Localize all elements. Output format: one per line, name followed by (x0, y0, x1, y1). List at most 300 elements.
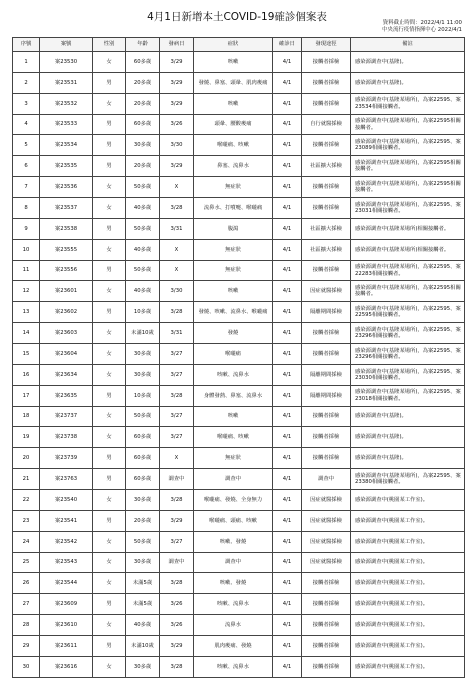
cell-case-id: 案23542 (40, 531, 93, 552)
page-title: 4月1日新增本土COVID-19確診個案表 (147, 11, 327, 23)
cell-gender: 女 (93, 531, 126, 552)
table-row (13, 573, 465, 594)
cell-index: 6 (13, 156, 40, 177)
cell-index: 11 (13, 260, 40, 281)
cell-age: 60多歲 (126, 114, 160, 135)
cell-confirm-date: 4/1 (273, 656, 302, 677)
cell-onset-date: 3/26 (160, 114, 194, 135)
cell-onset-date: 調查中 (160, 469, 194, 490)
cell-onset-date: X (160, 239, 194, 260)
cell-age: 50多歲 (126, 406, 160, 427)
cell-symptoms: 喉嚨痛、頭痛、咳嗽 (194, 510, 273, 531)
table-body (13, 52, 465, 678)
cell-confirm-date: 4/1 (273, 177, 302, 198)
cell-symptoms: 腹瀉 (194, 218, 273, 239)
cell-symptoms: 肌肉痠痛、發燒 (194, 636, 273, 657)
header-index: 序號 (13, 38, 40, 52)
cell-onset-date: 3/26 (160, 615, 194, 636)
table-row (13, 93, 465, 114)
cell-symptoms: 發燒 (194, 323, 273, 344)
cell-detection-route: 接觸者採檢 (302, 135, 351, 156)
cell-onset-date: 3/28 (160, 656, 194, 677)
cell-index: 7 (13, 177, 40, 198)
cell-age: 未滿5歲 (126, 573, 160, 594)
cell-detection-route: 社區擴大採檢 (302, 218, 351, 239)
cell-index: 28 (13, 615, 40, 636)
table-row (13, 114, 465, 135)
cell-confirm-date: 4/1 (273, 615, 302, 636)
cell-symptoms: 頭暈、腰酸痠痛 (194, 114, 273, 135)
cell-remarks: 感染源調查中(基隆某場所)，為案22595、案23031相關接觸者。 (351, 198, 465, 219)
cell-gender: 女 (93, 93, 126, 114)
cell-case-id: 案23610 (40, 615, 93, 636)
cell-confirm-date: 4/1 (273, 573, 302, 594)
header-age: 年齡 (126, 38, 160, 52)
cell-gender: 女 (93, 323, 126, 344)
cell-remarks: 感染源調查中(基隆某場所)，為案22595、案23380相關接觸者。 (351, 469, 465, 490)
cell-age: 50多歲 (126, 260, 160, 281)
table-row (13, 364, 465, 385)
cell-remarks: 感染源調查中(桃園某工作室)。 (351, 656, 465, 677)
cell-onset-date: 3/27 (160, 427, 194, 448)
table-row (13, 156, 465, 177)
cell-age: 60多歲 (126, 469, 160, 490)
cell-onset-date: 3/30 (160, 135, 194, 156)
cell-remarks: 感染源調查中(桃園某工作室)。 (351, 490, 465, 511)
cell-gender: 女 (93, 615, 126, 636)
cell-symptoms: 喉嚨痛 (194, 344, 273, 365)
cell-detection-route: 因症就醫採檢 (302, 281, 351, 302)
header-detection-route: 發現途徑 (302, 38, 351, 52)
cell-index: 29 (13, 636, 40, 657)
cell-index: 16 (13, 364, 40, 385)
cell-gender: 女 (93, 406, 126, 427)
cell-case-id: 案23738 (40, 427, 93, 448)
cell-confirm-date: 4/1 (273, 552, 302, 573)
cell-detection-route: 因症就醫採檢 (302, 510, 351, 531)
cell-case-id: 案23533 (40, 114, 93, 135)
cell-onset-date: 3/27 (160, 531, 194, 552)
cell-case-id: 案23536 (40, 177, 93, 198)
cell-case-id: 案23541 (40, 510, 93, 531)
cell-age: 40多歲 (126, 281, 160, 302)
cell-detection-route: 接觸者採檢 (302, 594, 351, 615)
cell-index: 13 (13, 302, 40, 323)
table-row (13, 281, 465, 302)
cell-case-id: 案23531 (40, 72, 93, 93)
cell-case-id: 案23601 (40, 281, 93, 302)
cell-gender: 男 (93, 594, 126, 615)
cell-age: 未滿10歲 (126, 323, 160, 344)
cell-index: 18 (13, 406, 40, 427)
cell-gender: 女 (93, 281, 126, 302)
cell-index: 15 (13, 344, 40, 365)
header-gender: 性別 (93, 38, 126, 52)
cell-gender: 女 (93, 239, 126, 260)
cell-gender: 男 (93, 636, 126, 657)
cell-gender: 男 (93, 448, 126, 469)
cell-index: 2 (13, 72, 40, 93)
cell-index: 20 (13, 448, 40, 469)
cell-age: 40多歲 (126, 239, 160, 260)
cell-age: 30多歲 (126, 490, 160, 511)
cell-case-id: 案23535 (40, 156, 93, 177)
table-row (13, 406, 465, 427)
cell-index: 22 (13, 490, 40, 511)
cell-symptoms: 咳嗽、流鼻水 (194, 364, 273, 385)
table-row (13, 52, 465, 73)
cell-remarks: 感染源調查中(基隆)。 (351, 427, 465, 448)
table-row (13, 385, 465, 406)
cell-onset-date: 3/28 (160, 490, 194, 511)
cell-remarks: 感染源調查中(桃園某工作室)。 (351, 615, 465, 636)
cell-confirm-date: 4/1 (273, 406, 302, 427)
cell-index: 4 (13, 114, 40, 135)
cell-age: 30多歲 (126, 656, 160, 677)
cell-detection-route: 隔離期間採檢 (302, 364, 351, 385)
cell-age: 60多歲 (126, 448, 160, 469)
cell-gender: 男 (93, 135, 126, 156)
cell-confirm-date: 4/1 (273, 239, 302, 260)
cell-case-id: 案23737 (40, 406, 93, 427)
cell-symptoms: 咳嗽、發燒 (194, 531, 273, 552)
cell-symptoms: 咳嗽 (194, 281, 273, 302)
cell-remarks: 感染源調查中(桃園某工作室)。 (351, 510, 465, 531)
table-row (13, 510, 465, 531)
cell-detection-route: 接觸者採檢 (302, 93, 351, 114)
cell-index: 10 (13, 239, 40, 260)
cell-index: 26 (13, 573, 40, 594)
cell-detection-route: 接觸者採檢 (302, 344, 351, 365)
cell-remarks: 感染源調查中(基隆某場所)，為案22595相關接觸者。 (351, 156, 465, 177)
cell-remarks: 感染源調查中(基隆某場所)，為案22595、案23030相關接觸者。 (351, 364, 465, 385)
cell-case-id: 案23534 (40, 135, 93, 156)
cell-age: 未滿5歲 (126, 594, 160, 615)
cell-symptoms: 咳嗽 (194, 406, 273, 427)
cell-index: 27 (13, 594, 40, 615)
table-row (13, 594, 465, 615)
cell-remarks: 感染源調查中(基隆)。 (351, 72, 465, 93)
cell-case-id: 案23609 (40, 594, 93, 615)
cell-case-id: 案23543 (40, 552, 93, 573)
cell-detection-route: 隔離期間採檢 (302, 302, 351, 323)
cell-case-id: 案23763 (40, 469, 93, 490)
cell-confirm-date: 4/1 (273, 490, 302, 511)
cell-gender: 男 (93, 156, 126, 177)
table-row (13, 344, 465, 365)
cell-detection-route: 接觸者採檢 (302, 406, 351, 427)
cell-symptoms: 無症狀 (194, 239, 273, 260)
cell-detection-route: 社區擴大採檢 (302, 239, 351, 260)
cell-symptoms: 無症狀 (194, 177, 273, 198)
cell-index: 19 (13, 427, 40, 448)
cell-index: 1 (13, 52, 40, 73)
cell-onset-date: 3/29 (160, 636, 194, 657)
cell-detection-route: 接觸者採檢 (302, 427, 351, 448)
cell-age: 20多歲 (126, 510, 160, 531)
cell-detection-route: 接觸者採檢 (302, 656, 351, 677)
cell-symptoms: 調查中 (194, 552, 273, 573)
cell-case-id: 案23555 (40, 239, 93, 260)
cell-age: 60多歲 (126, 52, 160, 73)
table-row (13, 531, 465, 552)
cell-detection-route: 因症就醫採檢 (302, 552, 351, 573)
cell-symptoms: 流鼻水、打噴嚏、喉嚨痛 (194, 198, 273, 219)
cell-gender: 男 (93, 218, 126, 239)
cell-index: 12 (13, 281, 40, 302)
cell-age: 50多歲 (126, 177, 160, 198)
cell-remarks: 感染源調查中(基隆)。 (351, 406, 465, 427)
cell-gender: 女 (93, 177, 126, 198)
cell-remarks: 感染源調查中(基隆某場所)，為案22595相關接觸者。 (351, 281, 465, 302)
cell-detection-route: 接觸者採檢 (302, 615, 351, 636)
cell-gender: 女 (93, 656, 126, 677)
cell-case-id: 案23556 (40, 260, 93, 281)
cell-confirm-date: 4/1 (273, 156, 302, 177)
table-row (13, 218, 465, 239)
table-row (13, 552, 465, 573)
cell-index: 8 (13, 198, 40, 219)
cell-remarks: 感染源調查中(基隆某場所)，為案22595、案23089相關接觸者。 (351, 135, 465, 156)
cell-onset-date: 3/28 (160, 385, 194, 406)
cell-confirm-date: 4/1 (273, 531, 302, 552)
table-row (13, 135, 465, 156)
cell-remarks: 感染源調查中(基隆某場所)，為案22595、案22283相關接觸者。 (351, 260, 465, 281)
cell-age: 50多歲 (126, 531, 160, 552)
cell-index: 30 (13, 656, 40, 677)
cell-confirm-date: 4/1 (273, 636, 302, 657)
cell-age: 30多歲 (126, 344, 160, 365)
cell-remarks: 感染源調查中(基隆某場所)相關接觸者。 (351, 218, 465, 239)
cell-onset-date: X (160, 177, 194, 198)
cell-index: 25 (13, 552, 40, 573)
cell-detection-route: 接觸者採檢 (302, 573, 351, 594)
issuing-agency: 中央流行疫情指揮中心 2022/4/1 (382, 27, 462, 33)
cell-onset-date: 3/31 (160, 323, 194, 344)
cell-onset-date: 3/26 (160, 594, 194, 615)
header-case-id: 案號 (40, 38, 93, 52)
cell-remarks: 感染源調查中(桃園某工作室)。 (351, 636, 465, 657)
cell-index: 17 (13, 385, 40, 406)
cell-case-id: 案23635 (40, 385, 93, 406)
cell-gender: 女 (93, 490, 126, 511)
cell-gender: 女 (93, 364, 126, 385)
cell-symptoms: 喉嚨痛、發燒、全身無力 (194, 490, 273, 511)
cell-symptoms: 發燒、鼻塞、頭暈、肌肉痠痛 (194, 72, 273, 93)
cell-case-id: 案23532 (40, 93, 93, 114)
cell-confirm-date: 4/1 (273, 323, 302, 344)
cell-confirm-date: 4/1 (273, 260, 302, 281)
cell-remarks: 感染源調查中(基隆某場所)，為案22595、案23296相關接觸者。 (351, 344, 465, 365)
cell-symptoms: 調查中 (194, 469, 273, 490)
table-row (13, 198, 465, 219)
table-row (13, 323, 465, 344)
cell-detection-route: 接觸者採檢 (302, 448, 351, 469)
cell-symptoms: 喉嚨痛、咳嗽 (194, 427, 273, 448)
cell-symptoms: 咳嗽、流鼻水 (194, 594, 273, 615)
cell-gender: 女 (93, 198, 126, 219)
cell-remarks: 感染源調查中(基隆某場所)，為案22595、案22595相關接觸者。 (351, 302, 465, 323)
cell-case-id: 案23537 (40, 198, 93, 219)
cell-remarks: 感染源調查中(桃園某工作室)。 (351, 531, 465, 552)
cell-gender: 男 (93, 260, 126, 281)
cell-confirm-date: 4/1 (273, 93, 302, 114)
cell-age: 40多歲 (126, 198, 160, 219)
cell-case-id: 案23540 (40, 490, 93, 511)
cell-symptoms: 鼻塞、流鼻水 (194, 156, 273, 177)
cell-detection-route: 接觸者採檢 (302, 198, 351, 219)
header-remarks: 備註 (351, 38, 465, 52)
cell-remarks: 感染源調查中(桃園某工作室)。 (351, 594, 465, 615)
table-row (13, 656, 465, 677)
cell-index: 14 (13, 323, 40, 344)
cell-detection-route: 社區擴大採檢 (302, 156, 351, 177)
cell-age: 60多歲 (126, 427, 160, 448)
cell-symptoms: 發燒、咳嗽、流鼻水、喉嚨痛 (194, 302, 273, 323)
cell-confirm-date: 4/1 (273, 469, 302, 490)
cell-age: 10多歲 (126, 302, 160, 323)
cell-confirm-date: 4/1 (273, 510, 302, 531)
cell-gender: 男 (93, 385, 126, 406)
cell-case-id: 案23611 (40, 636, 93, 657)
cell-age: 20多歲 (126, 156, 160, 177)
cell-onset-date: 3/29 (160, 156, 194, 177)
cell-symptoms: 身體發熱、鼻塞、流鼻水 (194, 385, 273, 406)
cell-symptoms: 咳嗽、發燒 (194, 573, 273, 594)
cell-confirm-date: 4/1 (273, 114, 302, 135)
cell-confirm-date: 4/1 (273, 344, 302, 365)
table-row (13, 615, 465, 636)
cell-case-id: 案23739 (40, 448, 93, 469)
cell-detection-route: 因症就醫採檢 (302, 531, 351, 552)
cell-index: 23 (13, 510, 40, 531)
table-row (13, 239, 465, 260)
cell-gender: 女 (93, 427, 126, 448)
table-row (13, 469, 465, 490)
cell-age: 30多歲 (126, 135, 160, 156)
cell-detection-route: 隔離期間採檢 (302, 385, 351, 406)
cell-confirm-date: 4/1 (273, 281, 302, 302)
cell-remarks: 感染源調查中(基隆)。 (351, 52, 465, 73)
cell-age: 30多歲 (126, 552, 160, 573)
cell-symptoms: 咳嗽、流鼻水 (194, 656, 273, 677)
cell-remarks: 感染源調查中(基隆某場所)，為案22595、案23534相關接觸者。 (351, 93, 465, 114)
cell-confirm-date: 4/1 (273, 594, 302, 615)
cell-detection-route: 接觸者採檢 (302, 323, 351, 344)
cell-case-id: 案23602 (40, 302, 93, 323)
cell-index: 21 (13, 469, 40, 490)
cell-confirm-date: 4/1 (273, 198, 302, 219)
table-row (13, 260, 465, 281)
cell-onset-date: X (160, 448, 194, 469)
cell-remarks: 感染源調查中(桃園某工作室)。 (351, 552, 465, 573)
cell-case-id: 案23603 (40, 323, 93, 344)
table-row (13, 302, 465, 323)
cell-index: 3 (13, 93, 40, 114)
cell-onset-date: 3/28 (160, 302, 194, 323)
cell-gender: 女 (93, 52, 126, 73)
cell-index: 5 (13, 135, 40, 156)
cell-remarks: 感染源調查中(基隆某場所)，為案22595、案23018相關接觸者。 (351, 385, 465, 406)
cell-gender: 女 (93, 573, 126, 594)
cell-onset-date: 3/30 (160, 281, 194, 302)
cell-gender: 男 (93, 302, 126, 323)
cell-age: 50多歲 (126, 218, 160, 239)
table-row (13, 490, 465, 511)
cell-remarks: 感染源調查中(基隆)。 (351, 448, 465, 469)
header-onset-date: 發病日 (160, 38, 194, 52)
cell-age: 20多歲 (126, 72, 160, 93)
cell-confirm-date: 4/1 (273, 364, 302, 385)
cell-age: 未滿10歲 (126, 636, 160, 657)
cell-onset-date: 3/29 (160, 93, 194, 114)
cell-confirm-date: 4/1 (273, 135, 302, 156)
header-confirm-date: 確診日 (273, 38, 302, 52)
cell-age: 10多歲 (126, 385, 160, 406)
cell-remarks: 感染源調查中(基隆某場所)，為案22595相關接觸者。 (351, 114, 465, 135)
cell-gender: 女 (93, 552, 126, 573)
table-row (13, 636, 465, 657)
cell-gender: 男 (93, 510, 126, 531)
cell-onset-date: 3/28 (160, 198, 194, 219)
cell-onset-date: X (160, 260, 194, 281)
table-header-row (13, 38, 465, 52)
header-symptoms: 症狀 (194, 38, 273, 52)
cell-confirm-date: 4/1 (273, 385, 302, 406)
cell-detection-route: 接觸者採檢 (302, 72, 351, 93)
cell-confirm-date: 4/1 (273, 427, 302, 448)
cell-onset-date: 3/27 (160, 406, 194, 427)
cell-confirm-date: 4/1 (273, 52, 302, 73)
cell-onset-date: 3/29 (160, 510, 194, 531)
cell-index: 9 (13, 218, 40, 239)
cell-remarks: 感染源調查中(基隆某場所)，為案22595、案23296相關接觸者。 (351, 323, 465, 344)
case-table (12, 37, 465, 678)
cell-onset-date: 3/29 (160, 72, 194, 93)
cell-symptoms: 無症狀 (194, 260, 273, 281)
cell-gender: 男 (93, 469, 126, 490)
cell-confirm-date: 4/1 (273, 448, 302, 469)
table-row (13, 177, 465, 198)
cell-case-id: 案23634 (40, 364, 93, 385)
cell-symptoms: 無症狀 (194, 448, 273, 469)
cell-detection-route: 接觸者採檢 (302, 177, 351, 198)
cell-onset-date: 3/28 (160, 573, 194, 594)
cell-onset-date: 3/29 (160, 52, 194, 73)
cell-age: 40多歲 (126, 615, 160, 636)
table-row (13, 427, 465, 448)
cell-gender: 男 (93, 72, 126, 93)
cell-case-id: 案23538 (40, 218, 93, 239)
cell-onset-date: 3/27 (160, 344, 194, 365)
cell-confirm-date: 4/1 (273, 72, 302, 93)
cell-remarks: 感染源調查中(桃園某工作室)。 (351, 573, 465, 594)
data-cutoff-time: 資料截止時間：2022/4/1 11:00 (382, 20, 462, 26)
cell-detection-route: 接觸者採檢 (302, 52, 351, 73)
cell-age: 30多歲 (126, 364, 160, 385)
cell-detection-route: 因症就醫採檢 (302, 490, 351, 511)
cell-remarks: 感染源調查中(基隆某場所)，為案22595相關接觸者。 (351, 177, 465, 198)
cell-symptoms: 喉嚨痛、咳嗽 (194, 135, 273, 156)
cell-symptoms: 咳嗽 (194, 93, 273, 114)
cell-remarks: 感染源調查中(基隆某場所)相關接觸者。 (351, 239, 465, 260)
cell-case-id: 案23616 (40, 656, 93, 677)
cell-index: 24 (13, 531, 40, 552)
cell-onset-date: 調查中 (160, 552, 194, 573)
cell-gender: 女 (93, 344, 126, 365)
cell-confirm-date: 4/1 (273, 302, 302, 323)
cell-age: 20多歲 (126, 93, 160, 114)
